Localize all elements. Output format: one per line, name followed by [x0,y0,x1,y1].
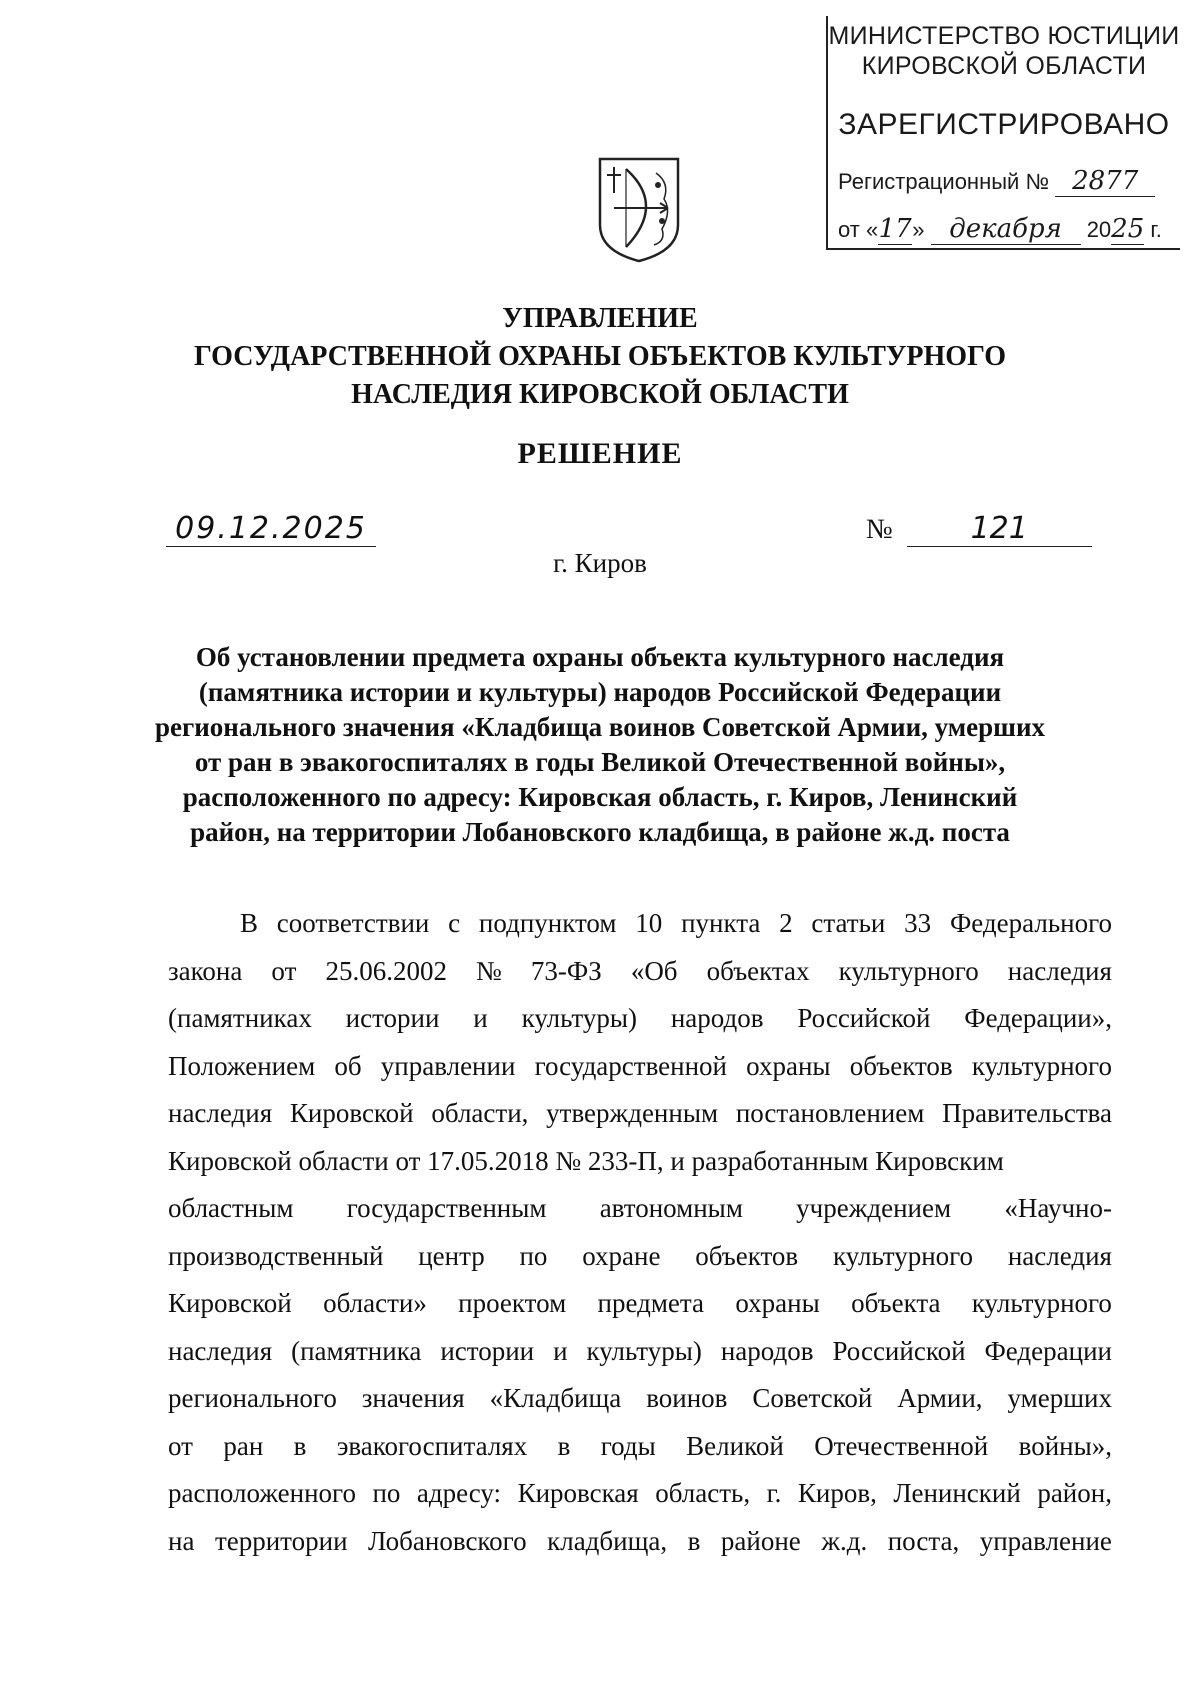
org-line-1: УПРАВЛЕНИЕ [502,303,698,334]
body-word: воинов [646,1383,728,1413]
body-word: ж.д. [821,1525,868,1556]
body-line [168,995,1112,1043]
body-word: учреждением [796,1193,952,1223]
stamp-reg-number: 2877 [1055,166,1155,197]
number-label: № [866,514,893,545]
body-word: наследия [168,1335,273,1366]
stamp-date-month: декабря [931,214,1081,245]
body-word: поста, [887,1525,960,1556]
body-word: (памятника [291,1335,422,1366]
body-word: объектов [695,1240,799,1271]
body-word: подпунктом [478,908,617,938]
stamp-date-year-prefix: 20 [1086,217,1112,242]
body-word: областным [168,1193,294,1223]
stamp-date-day: 17 [878,214,912,244]
body-word: культуры) [586,1335,702,1366]
organization-name [0,300,1200,414]
body-word: управление [979,1525,1112,1556]
body-word: от [168,1430,193,1461]
document-number [866,512,1092,547]
stamp-date-mid: » [912,217,925,242]
body-word: «Кладбища [489,1383,622,1413]
heading-line: район, на территории Лобановского кладбища, в районе ж.д. поста [190,817,1010,847]
body-word: 25.06.2002 [325,955,447,986]
body-word: объекта [851,1288,941,1318]
body-word: № [476,955,502,986]
coat-of-arms-icon [596,155,682,263]
body-word: Ленинский [893,1478,1021,1508]
stamp-ministry-line1: МИНИСТЕРСТВО ЮСТИЦИИ [828,22,1180,50]
heading-line: расположенного по адресу: Кировская область, г. Киров, Ленинский [182,782,1018,812]
body-line [168,1043,1112,1091]
body-word: Лобановского [368,1525,527,1556]
heading-line: Об установлении предмета охраны объекта культурного наследия [195,642,1005,672]
body-word: расположенного [168,1478,356,1508]
body-line [168,1518,1112,1566]
body-word: область, [655,1478,751,1508]
document-date: 09.12.2025 [166,512,376,547]
document-type: РЕШЕНИЕ [517,437,683,470]
heading-line: регионального значения «Кладбища воинов Советской Армии, умерших [154,712,1046,742]
document-city: г. Киров [553,548,647,578]
body-word: истории [440,1335,535,1366]
body-line [168,900,1112,948]
stamp-date-prefix: от « [838,217,879,242]
body-line [168,1280,1112,1328]
body-word: охраны [746,1050,831,1081]
body-word: 2 [779,908,793,938]
body-word: 10 [635,908,663,938]
body-line [168,1233,1112,1281]
stamp-date-year-suffix: 25 [1111,214,1145,244]
body-word: проектом [458,1288,567,1318]
body-line [168,1423,1112,1471]
body-word: Отечественной [814,1430,989,1461]
body-word: государственной [534,1050,727,1081]
body-word: от [271,955,297,986]
body-word: Кировской [168,1288,292,1318]
body-word: статьи [811,908,886,938]
body-word: постановлением [735,1098,925,1128]
org-line-2: ГОСУДАРСТВЕННОЙ ОХРАНЫ ОБЪЕКТОВ КУЛЬТУРНОГО [194,341,1006,372]
body-word: Федерации [984,1335,1112,1366]
body-word: наследия [168,1098,273,1128]
body-line [168,1470,1112,1518]
body-word: управлении [380,1050,516,1081]
body-word: в [293,1430,307,1461]
stamp-reg-row [838,166,1155,197]
body-word: Армии, [897,1383,983,1413]
body-word: Российской [797,1003,931,1033]
body-word: центр [418,1240,485,1271]
document-body [168,900,1112,1565]
body-word: Великой [686,1430,784,1461]
body-word: народов [720,1335,814,1366]
body-word: Киров, [797,1478,877,1508]
document-heading [150,640,1050,850]
stamp-date-row [838,214,1162,245]
body-word: «Научно- [1004,1193,1112,1223]
body-word: регионального [168,1383,337,1413]
body-word: предмета [597,1288,705,1318]
body-word: Советской [752,1383,873,1413]
body-word: культурного [838,955,979,986]
body-word: охраны [735,1288,820,1318]
body-word: объектах [706,955,810,986]
body-word: Российской [832,1335,966,1366]
body-line [168,1090,1112,1138]
body-word: Кировская [517,1478,639,1508]
stamp-date-end: г. [1150,217,1162,242]
body-word: культуры) [521,1003,637,1033]
body-word: и [553,1335,568,1366]
body-line [168,1375,1112,1423]
body-word: области» [323,1288,427,1318]
body-word: народов [670,1003,764,1033]
body-word: по [519,1240,548,1271]
body-word: В [240,908,259,938]
body-word: район, [1037,1478,1112,1508]
body-word: соответствии [276,908,430,938]
body-word: наследия [1007,1240,1112,1271]
org-line-3: НАСЛЕДИЯ КИРОВСКОЙ ОБЛАСТИ [351,379,849,410]
body-word: кладбища, [547,1525,668,1556]
body-word: области, [431,1098,529,1128]
body-line [168,1328,1112,1376]
body-word: ран [223,1430,264,1461]
body-line [168,948,1112,996]
heading-line: (памятника истории и культуры) народов Российской Федерации [198,677,1002,707]
stamp-ministry-line2: КИРОВСКОЙ ОБЛАСТИ [861,52,1147,80]
body-word: Правительства [942,1098,1112,1128]
body-word: об [334,1050,362,1081]
body-word: наследия [1007,955,1112,986]
number-value: 121 [907,512,1092,547]
body-line [168,1185,1112,1233]
body-word: культурного [832,1240,974,1271]
body-word: районе [720,1525,801,1556]
body-word: культурного [971,1288,1112,1318]
body-word: г. [766,1478,782,1508]
body-word: и [473,1003,488,1033]
body-word: (памятниках [168,1003,312,1033]
body-word: автономным [599,1193,743,1223]
body-word: в [687,1525,701,1556]
body-word: с [448,908,461,938]
body-word: Положением [168,1050,316,1081]
registration-stamp [826,16,1180,250]
body-word: истории [345,1003,440,1033]
body-word: государственным [346,1193,547,1223]
body-word: Кировской [289,1098,414,1128]
body-word: эвакогоспиталях [336,1430,528,1461]
body-word: умерших [1007,1383,1112,1413]
body-word: закона [168,955,243,986]
body-word: значения [361,1383,465,1413]
body-word: «Об [630,955,678,986]
body-word: охране [582,1240,661,1271]
stamp-status: ЗАРЕГИСТРИРОВАНО [838,108,1170,141]
body-word: годы [600,1430,656,1461]
body-word: 73-ФЗ [530,955,602,986]
body-word: производственный [168,1240,384,1271]
body-word: в [557,1430,571,1461]
body-word: объектов [849,1050,953,1081]
body-word: 33 [904,908,932,938]
body-word: территории [214,1525,348,1556]
body-word: пункта [681,908,761,938]
body-word: на [168,1525,195,1556]
stamp-reg-label: Регистрационный № [838,169,1050,194]
body-word: адресу: [416,1478,502,1508]
body-word: войны», [1018,1430,1112,1461]
body-word: Федерации», [964,1003,1112,1033]
body-word: утвержденным [546,1098,719,1128]
body-word: по [372,1478,401,1508]
heading-line: от ран в эвакогоспиталях в годы Великой Отечественной войны», [194,747,1006,777]
body-word: культурного [971,1050,1112,1081]
body-line: Кировской области от 17.05.2018 № 233-П, и разработанным Кировским [168,1145,1004,1176]
body-word: Федерального [949,908,1112,938]
